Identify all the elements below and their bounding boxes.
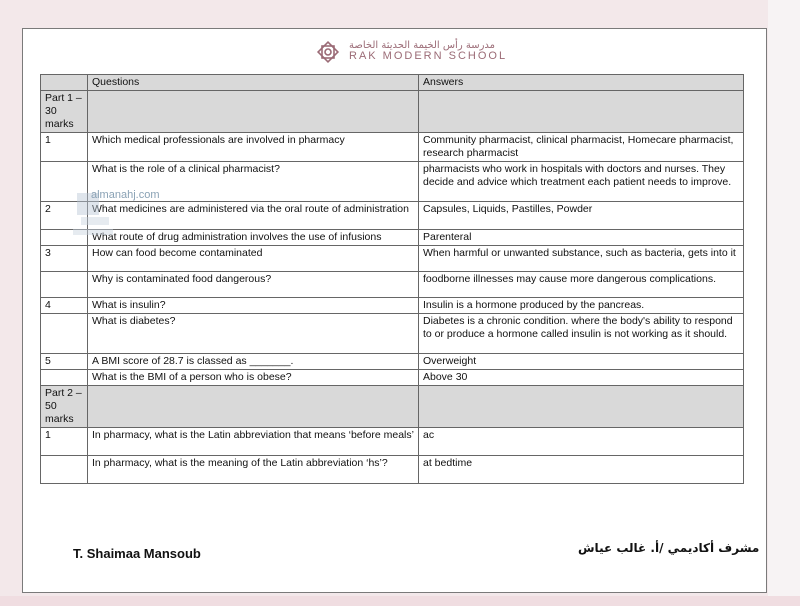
question-text: In pharmacy, what is the meaning of the Latin abbreviation ‘hs’?	[88, 456, 419, 484]
question-text: How can food become contaminated	[88, 246, 419, 272]
answer-text: Above 30	[419, 370, 744, 386]
question-text: What is insulin?	[88, 298, 419, 314]
question-number	[41, 314, 88, 354]
question-number: 1	[41, 133, 88, 162]
table-row	[41, 272, 744, 298]
school-emblem-icon	[313, 39, 343, 65]
question-number: 2	[41, 202, 88, 230]
answer-text: ac	[419, 428, 744, 456]
question-number: 1	[41, 428, 88, 456]
question-text: Why is contaminated food dangerous?	[88, 272, 419, 298]
question-number	[41, 456, 88, 484]
question-text: A BMI score of 28.7 is classed as _______.	[88, 354, 419, 370]
question-number: 3	[41, 246, 88, 272]
answer-text: Community pharmacist, clinical pharmacist, Homecare pharmacist, research pharmacist	[419, 133, 744, 162]
header-questions: Questions	[88, 75, 419, 91]
part-2-row	[41, 386, 744, 428]
answer-text: Capsules, Liquids, Pastilles, Powder	[419, 202, 744, 230]
header-answers: Answers	[419, 75, 744, 91]
table-row	[41, 314, 744, 354]
table-row	[41, 246, 744, 272]
question-text: What is the role of a clinical pharmacist?	[88, 162, 419, 202]
right-margin	[768, 0, 800, 606]
answer-text: Overweight	[419, 354, 744, 370]
answer-text: When harmful or unwanted substance, such as bacteria, gets into it	[419, 246, 744, 272]
question-text: What medicines are administered via the oral route of administration	[88, 202, 419, 230]
part-1-row	[41, 91, 744, 133]
answer-text: Diabetes is a chronic condition. where the body's ability to respond to or produce a hormone called insulin is not working as it should.	[419, 314, 744, 354]
table-row	[41, 428, 744, 456]
part-label: Part 1 – 30 marks	[41, 91, 88, 133]
school-logo	[313, 37, 507, 67]
answer-text: at bedtime	[419, 456, 744, 484]
question-number	[41, 272, 88, 298]
empty-cell	[419, 91, 744, 133]
question-text: What is the BMI of a person who is obese?	[88, 370, 419, 386]
question-text: What is diabetes?	[88, 314, 419, 354]
teacher-name: T. Shaimaa Mansoub	[73, 546, 201, 561]
question-number: 4	[41, 298, 88, 314]
table-row	[41, 298, 744, 314]
table-row	[41, 202, 744, 230]
question-text: In pharmacy, what is the Latin abbreviation that means ‘before meals’	[88, 428, 419, 456]
question-text: Which medical professionals are involved in pharmacy	[88, 133, 419, 162]
answer-text: foodborne illnesses may cause more dangerous complications.	[419, 272, 744, 298]
school-name-english: RAK MODERN SCHOOL	[349, 50, 508, 63]
table-row	[41, 370, 744, 386]
watermark-text: almanahj.com	[91, 189, 160, 201]
questions-table	[40, 74, 744, 484]
table-row	[41, 230, 744, 246]
supervisor-name: مشرف أكاديمي /أ. غالب عياش	[578, 541, 760, 555]
part-label: Part 2 – 50 marks	[41, 386, 88, 428]
answer-text: Parenteral	[419, 230, 744, 246]
answer-text: Insulin is a hormone produced by the pancreas.	[419, 298, 744, 314]
question-text: What route of drug administration involves the use of infusions	[88, 230, 419, 246]
table-row	[41, 354, 744, 370]
empty-cell	[419, 386, 744, 428]
table-row	[41, 456, 744, 484]
table-header-row	[41, 75, 744, 91]
school-name-arabic: مدرسة رأس الخيمة الحديثة الخاصة	[349, 39, 496, 51]
document-page	[22, 28, 767, 593]
empty-cell	[88, 91, 419, 133]
bottom-margin	[0, 596, 800, 606]
question-number: 5	[41, 354, 88, 370]
header-number	[41, 75, 88, 91]
table-row	[41, 133, 744, 162]
question-number	[41, 370, 88, 386]
empty-cell	[88, 386, 419, 428]
answer-text: pharmacists who work in hospitals with doctors and nurses. They decide and advice which treatment each patient needs to improve.	[419, 162, 744, 202]
